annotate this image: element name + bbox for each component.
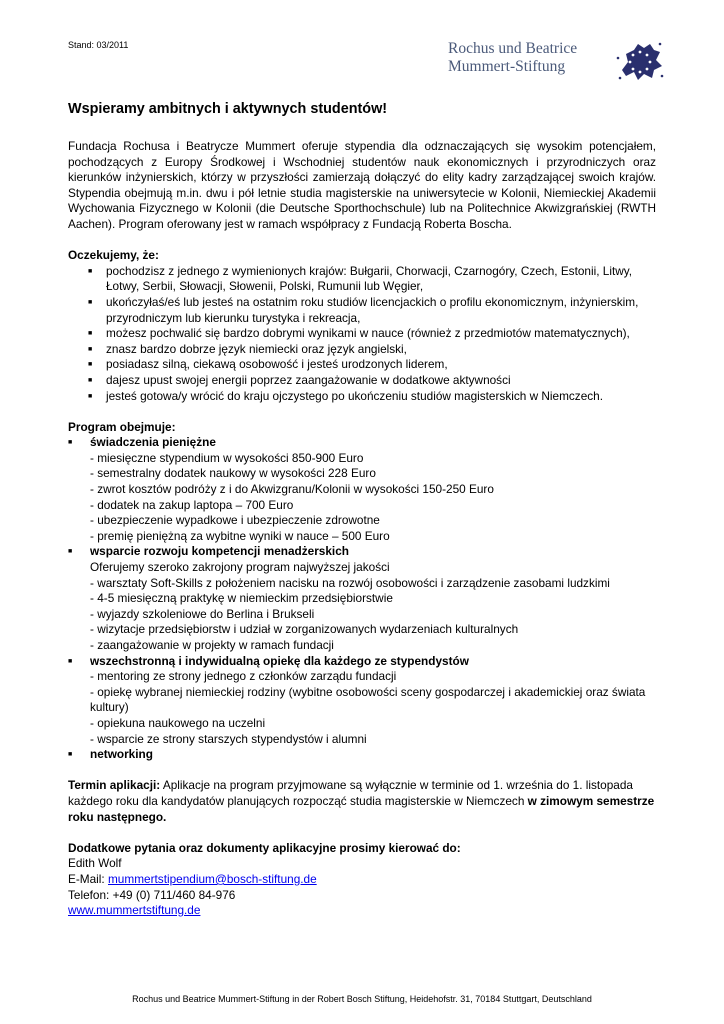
list-item: - dodatek na zakup laptopa – 700 Euro [90, 497, 294, 512]
list-item: ■ możesz pochwalić się bardzo dobrymi wynikami w nauce (również z przedmiotów matematycznych), [88, 326, 656, 342]
deadline-text: Aplikacje na program przyjmowane są wyłącznie w terminie od 1. września do 1. listopada każdego roku dla kandydatów planujących rozpocząć studia magisterskie w Niemczech [68, 778, 633, 808]
list-item: - wizytacje przedsiębiorstw i udział w zorganizowanych wydarzeniach kulturalnych [90, 622, 519, 637]
list-item: - wyjazdy szkoleniowe do Berlina i Brukseli [90, 606, 315, 621]
page-title: Wspieramy ambitnych i aktywnych studentów! [68, 101, 388, 117]
list-item: - opiekuna naukowego na uczelni [90, 715, 266, 730]
contact-heading: Dodatkowe pytania oraz dokumenty aplikacyjne prosimy kierować do: [68, 840, 461, 855]
expect-heading: Oczekujemy, że: [68, 248, 159, 263]
list-item: - zwrot kosztów podróży z i do Akwizgranu/Kolonii w wysokości 150-250 Euro [90, 482, 494, 497]
list-item: ■ dajesz upust swojej energii poprzez zaangażowanie w dodatkowe aktywności [88, 373, 656, 389]
program-section-management [68, 544, 656, 653]
section-title: ■ networking [90, 747, 153, 762]
intro-paragraph: Fundacja Rochusa i Beatrycze Mummert oferuje stypendia dla odznaczających się wysokim potencjałem, pochodzących z Europy Środkowej i Wschodniej studentów nauk ekonomicznych i przyrodniczych oraz kierunków inżynierskich, którzy w przyszłości zamierzają dołączyć do elity kadry zarządzającej swoich krajów. Stypendia obejmują m.in. dwu i pół letnie studia magisterskie na uniwersytecie w Kolonii, Niemieckiej Akademii Wychowania Fizycznego w Kolonii (die Deutsche Sporthochschule) lub na Politechnice Akwizgrańskiej (RWTH Aachen). Program oferowany jest w ramach współpracy z Fundacją Roberta Boscha. [68, 139, 656, 231]
email-link[interactable]: mummertstipendium@bosch-stiftung.de [107, 871, 317, 886]
section-title: ■ wsparcie rozwoju kompetencji menadżerskich [90, 544, 349, 559]
deadline-label: Termin aplikacji: [68, 778, 161, 793]
list-item: - 4-5 miesięczną praktykę w niemieckim przedsiębiorstwie [90, 591, 393, 606]
logo-line-2: Mummert-Stiftung [448, 58, 566, 75]
list-item: ■ ukończyłaś/eś lub jesteś na ostatnim roku studiów licencjackich o profilu ekonomicznym, inżynierskim, przyrodniczym lub kierunku turystyka i rekreacja, [88, 295, 656, 326]
foundation-logo [448, 40, 688, 84]
program-section-financial [68, 435, 656, 544]
section-title: ■ wszechstronną i indywidualną opiekę dla każdego ze stypendystów [90, 653, 469, 668]
list-item: - zaangażowanie w projekty w ramach fundacji [90, 638, 334, 652]
list-item: Oferujemy szeroko zakrojony program najwyższej jakości [90, 560, 390, 575]
page-footer: Rochus und Beatrice Mummert-Stiftung in der Robert Bosch Stiftung, Heidehofstr. 31, 70184 Stuttgart, Deutschland [132, 994, 592, 1004]
list-item: ■ posiadasz silną, ciekawą osobowość i jesteś urodzonych liderem, [88, 357, 656, 373]
list-item: - premię pieniężną za wybitne wyniki w nauce – 500 Euro [90, 528, 390, 543]
program-heading: Program obejmuje: [68, 419, 176, 434]
list-item: - ubezpieczenie wypadkowe i ubezpieczenie zdrowotne [90, 513, 380, 528]
program-section-care [68, 654, 656, 748]
list-item: - opiekę wybranej niemieckiej rodziny (wybitne osobowości sceny gospodarczej i akademickiej oraz świata kultury) [90, 684, 646, 715]
list-item: - warsztaty Soft-Skills z położeniem nacisku na rozwój osobowości i zarządzenie zasobami ludzkimi [90, 575, 610, 590]
expect-list [68, 264, 656, 404]
list-item: ■ znasz bardzo dobrze język niemiecki oraz język angielski, [88, 342, 656, 358]
program-section-networking [68, 747, 656, 763]
contact-name: Edith Wolf [68, 856, 122, 871]
contact-email-line [68, 872, 656, 888]
europe-stars-icon [614, 40, 666, 84]
contact-phone: Telefon: +49 (0) 711/460 84-976 [68, 887, 236, 902]
list-item: - semestralny dodatek naukowy w wysokości 228 Euro [90, 466, 376, 481]
website-link[interactable]: www.mummertstiftung.de [68, 903, 201, 918]
deadline-semester: w zimowym semestrze roku następnego. [68, 793, 655, 824]
document-body [68, 100, 656, 919]
list-item: - mentoring ze strony jednego z członków zarządu fundacji [90, 669, 397, 684]
email-label: E-Mail: [68, 871, 108, 886]
logo-line-1: Rochus und Beatrice [448, 40, 578, 57]
list-item: ■ pochodzisz z jednego z wymienionych krajów: Bułgarii, Chorwacji, Czarnogóry, Czech, Estonii, Litwy, Łotwy, Serbii, Słowacji, Słowenii, Polski, Rumunii lub Węgier, [88, 264, 656, 295]
list-item: ■ jesteś gotowa/y wrócić do kraju ojczystego po ukończeniu studiów magisterskich w Niemczech. [88, 389, 656, 405]
contact-website-line [68, 903, 656, 919]
program-list [68, 435, 656, 762]
list-item: - wsparcie ze strony starszych stypendystów i alumni [90, 731, 367, 746]
logo-text [448, 40, 577, 76]
list-item: - miesięczne stypendium w wysokości 850-900 Euro [90, 450, 364, 465]
document-date: Stand: 03/2011 [68, 40, 129, 50]
section-title: ■ świadczenia pieniężne [90, 435, 216, 450]
deadline-paragraph [68, 778, 656, 825]
